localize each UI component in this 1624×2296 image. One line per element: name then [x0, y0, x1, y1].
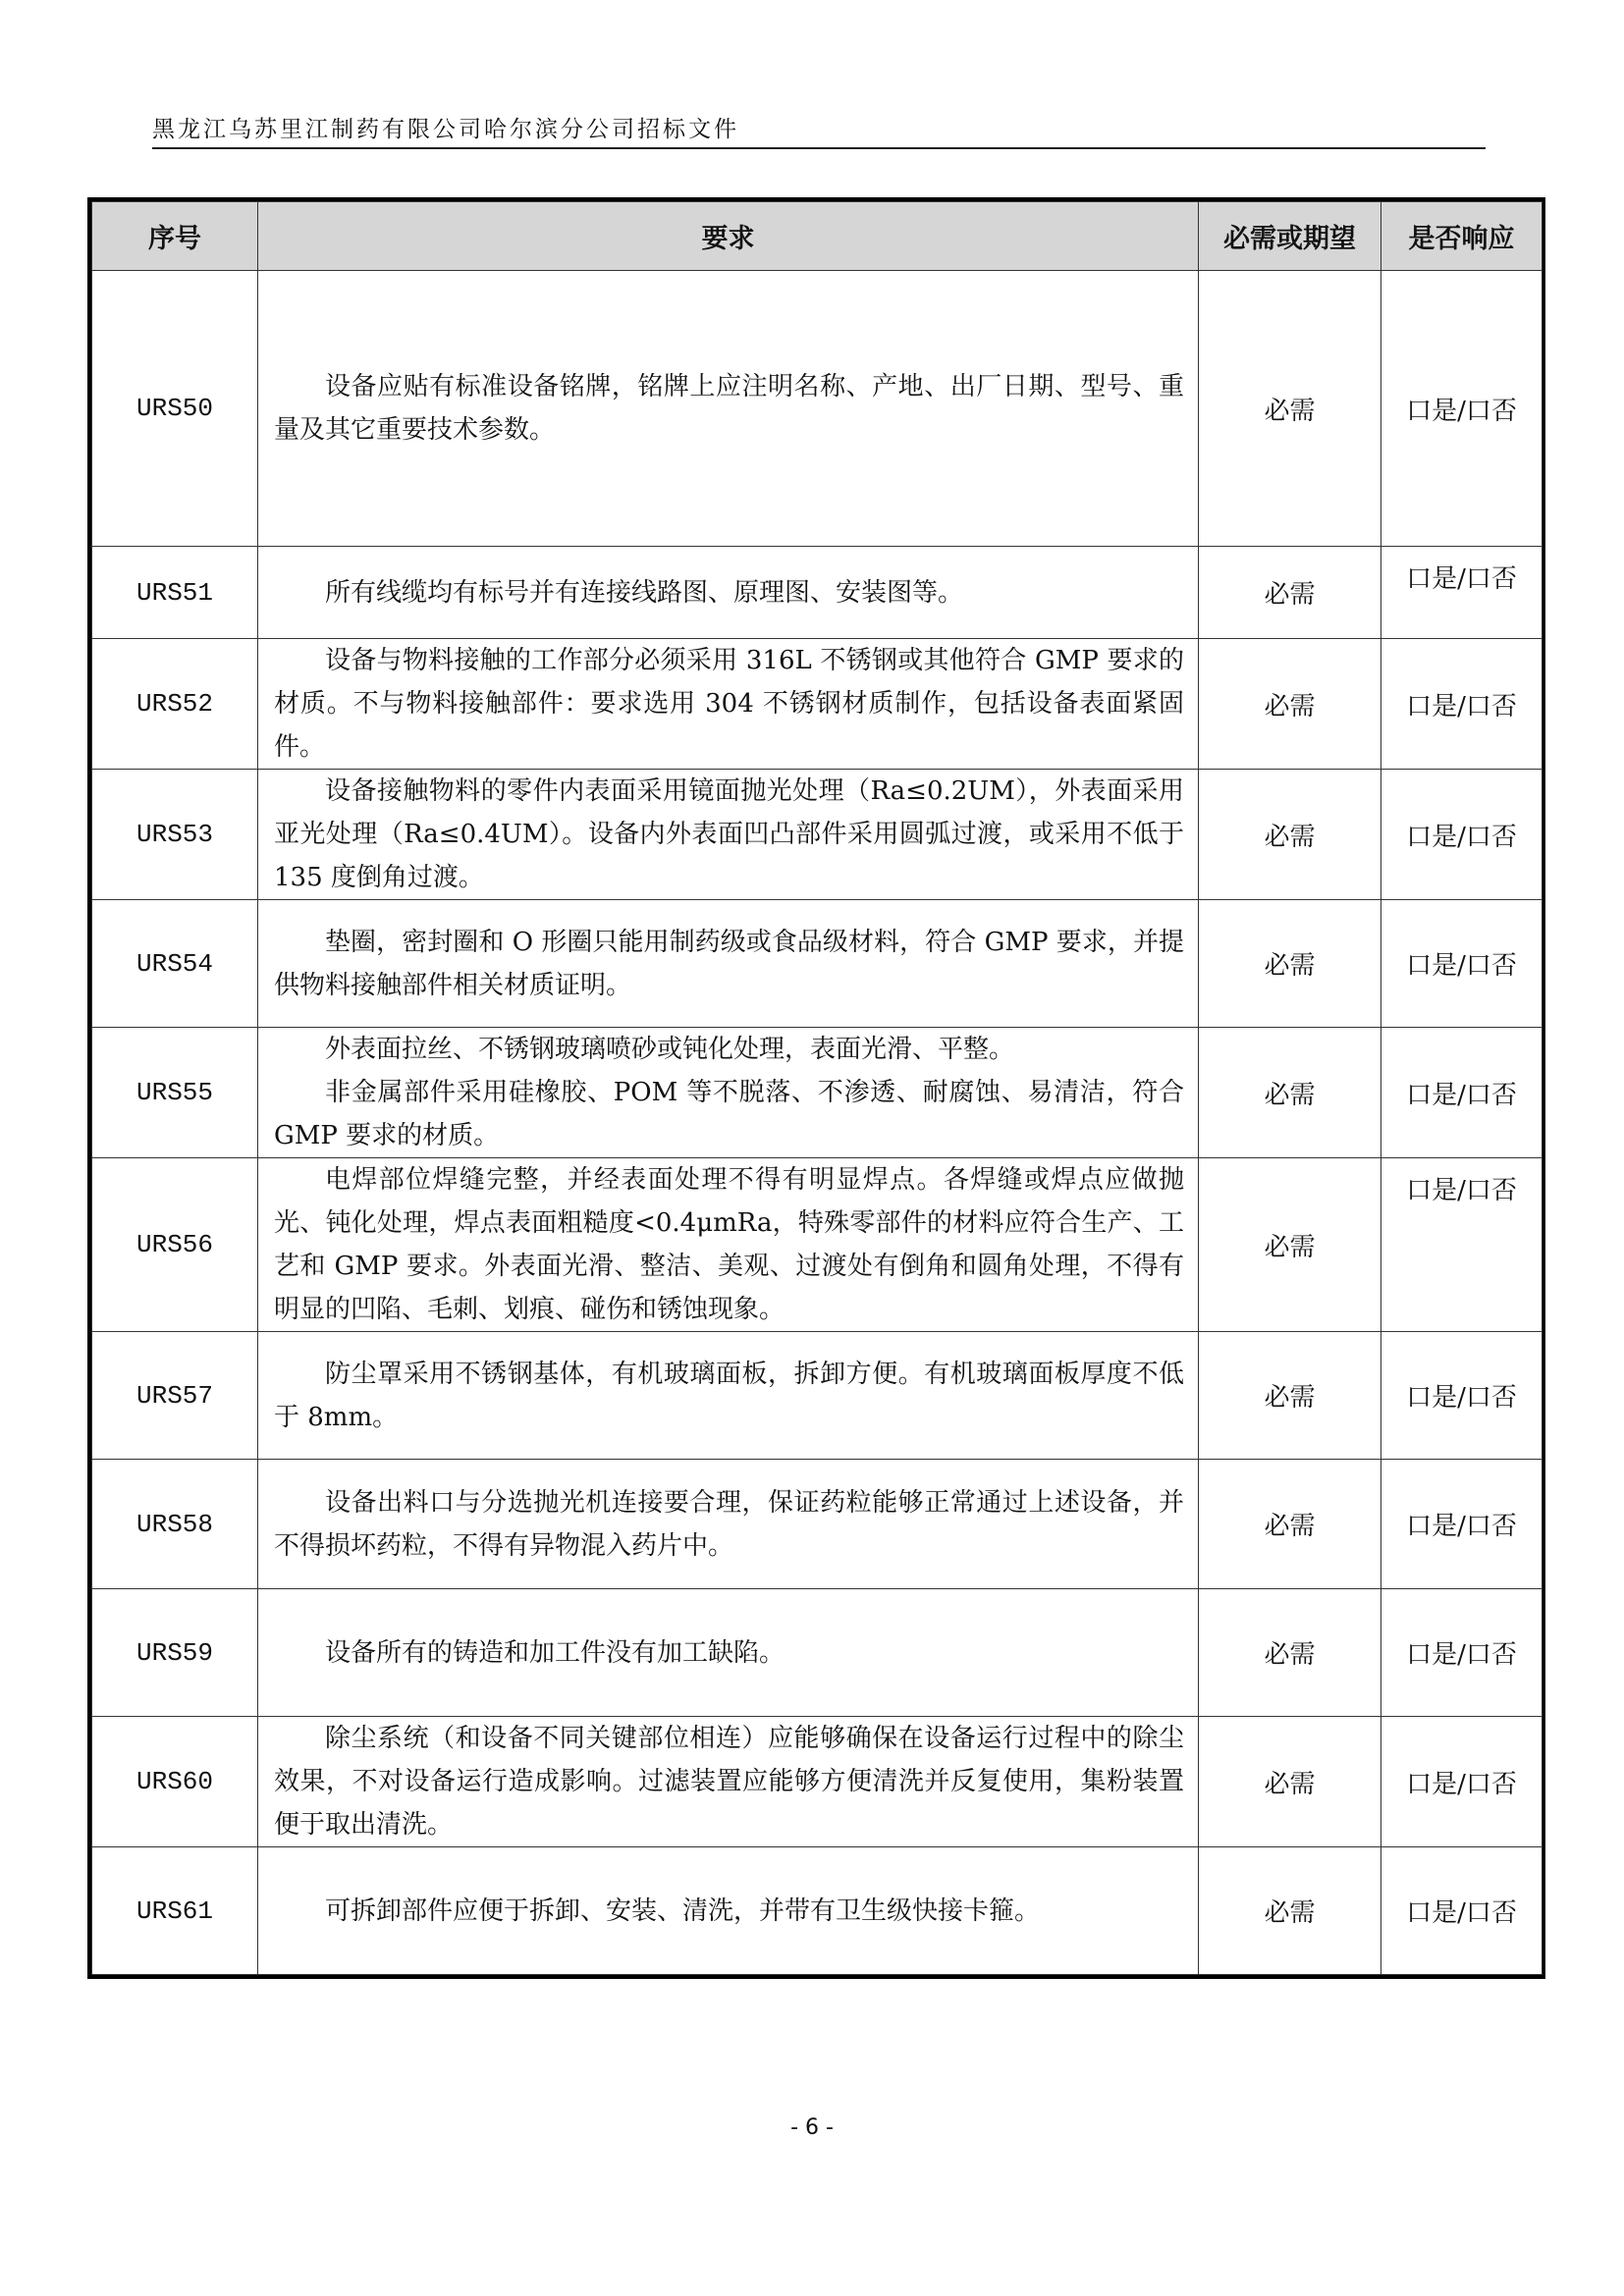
necessity-value: 必需	[1199, 271, 1381, 547]
response-checkbox-field[interactable]: 口是/口否	[1381, 1589, 1543, 1717]
response-checkbox-field[interactable]: 口是/口否	[1381, 1332, 1543, 1460]
requirement-text	[258, 1847, 1199, 1975]
table-row	[92, 1717, 1543, 1847]
requirement-id: URS50	[92, 271, 258, 547]
table-row	[92, 1158, 1543, 1332]
response-checkbox-field[interactable]: 口是/口否	[1381, 1847, 1543, 1975]
table-row	[92, 1847, 1543, 1975]
necessity-value: 必需	[1199, 900, 1381, 1028]
page-number: - 6 -	[790, 2115, 834, 2140]
requirement-paragraph: 电焊部位焊缝完整，并经表面处理不得有明显焊点。各焊缝或焊点应做抛光、钝化处理，焊点表面粗糙度<0.4μmRa，特殊零部件的材料应符合生产、工艺和 GMP 要求。外表面光滑、整洁、美观、过渡处有倒角和圆角处理，不得有明显的凹陷、毛刺、划痕、碰伤和锈蚀现象。	[274, 1165, 1184, 1324]
requirement-paragraph: 可拆卸部件应便于拆卸、安装、清洗，并带有卫生级快接卡箍。	[325, 1896, 1041, 1926]
requirement-text	[258, 1158, 1199, 1332]
table-row	[92, 1028, 1543, 1158]
table-row	[92, 770, 1543, 900]
requirement-id: URS58	[92, 1460, 258, 1589]
response-checkbox-field[interactable]: 口是/口否	[1381, 770, 1543, 900]
requirement-id: URS60	[92, 1717, 258, 1847]
requirement-text	[258, 770, 1199, 900]
response-checkbox-field[interactable]: 口是/口否	[1381, 900, 1543, 1028]
table-row	[92, 1589, 1543, 1717]
requirement-id: URS52	[92, 639, 258, 770]
requirement-text	[258, 1460, 1199, 1589]
necessity-value: 必需	[1199, 1332, 1381, 1460]
requirement-paragraph: 设备出料口与分选抛光机连接要合理，保证药粒能够正常通过上述设备，并不得损坏药粒，不得有异物混入药片中。	[274, 1487, 1184, 1561]
necessity-value: 必需	[1199, 639, 1381, 770]
table-body	[92, 271, 1543, 1975]
response-checkbox-field[interactable]: 口是/口否	[1381, 1717, 1543, 1847]
requirement-paragraph: 垫圈，密封圈和 O 形圈只能用制药级或食品级材料，符合 GMP 要求，并提供物料接触部件相关材质证明。	[274, 927, 1184, 1000]
requirement-id: URS54	[92, 900, 258, 1028]
response-checkbox-field[interactable]: 口是/口否	[1381, 1158, 1543, 1332]
requirement-text	[258, 639, 1199, 770]
necessity-value: 必需	[1199, 1589, 1381, 1717]
necessity-value: 必需	[1199, 1460, 1381, 1589]
requirement-text	[258, 900, 1199, 1028]
response-checkbox-field[interactable]: 口是/口否	[1381, 1460, 1543, 1589]
column-header-response: 是否响应	[1381, 202, 1543, 271]
column-header-id: 序号	[92, 202, 258, 271]
necessity-value: 必需	[1199, 547, 1381, 639]
requirement-paragraph: 除尘系统（和设备不同关键部位相连）应能够确保在设备运行过程中的除尘效果，不对设备运行造成影响。过滤装置应能够方便清洗并反复使用，集粉装置便于取出清洗。	[274, 1724, 1184, 1840]
requirement-text	[258, 271, 1199, 547]
necessity-value: 必需	[1199, 1158, 1381, 1332]
requirement-id: URS61	[92, 1847, 258, 1975]
requirement-id: URS57	[92, 1332, 258, 1460]
requirement-text	[258, 1332, 1199, 1460]
table-row	[92, 639, 1543, 770]
document-title: 黑龙江乌苏里江制药有限公司哈尔滨分公司招标文件	[152, 117, 739, 142]
requirement-id: URS59	[92, 1589, 258, 1717]
requirement-paragraph: 设备与物料接触的工作部分必须采用 316L 不锈钢或其他符合 GMP 要求的材质。不与物料接触部件：要求选用 304 不锈钢材质制作，包括设备表面紧固件。	[274, 646, 1184, 762]
page-header	[152, 114, 1486, 149]
necessity-value: 必需	[1199, 1847, 1381, 1975]
response-checkbox-field[interactable]: 口是/口否	[1381, 639, 1543, 770]
table-row	[92, 900, 1543, 1028]
requirement-paragraph: 所有线缆均有标号并有连接线路图、原理图、安装图等。	[325, 577, 964, 608]
response-checkbox-field[interactable]: 口是/口否	[1381, 1028, 1543, 1158]
requirement-text	[258, 547, 1199, 639]
requirement-paragraph: 防尘罩采用不锈钢基体，有机玻璃面板，拆卸方便。有机玻璃面板厚度不低于 8mm。	[274, 1359, 1184, 1432]
requirement-id: URS53	[92, 770, 258, 900]
requirement-paragraph: 非金属部件采用硅橡胶、POM 等不脱落、不渗透、耐腐蚀、易清洁，符合 GMP 要求的材质。	[274, 1078, 1184, 1150]
table-row	[92, 547, 1543, 639]
table-header-row	[92, 202, 1543, 271]
response-checkbox-field[interactable]: 口是/口否	[1381, 271, 1543, 547]
requirement-id: URS55	[92, 1028, 258, 1158]
table-row	[92, 271, 1543, 547]
column-header-necessity: 必需或期望	[1199, 202, 1381, 271]
response-checkbox-field[interactable]: 口是/口否	[1381, 547, 1543, 639]
requirement-paragraph: 外表面拉丝、不锈钢玻璃喷砂或钝化处理，表面光滑、平整。	[325, 1035, 1015, 1064]
necessity-value: 必需	[1199, 1717, 1381, 1847]
requirement-paragraph: 设备接触物料的零件内表面采用镜面抛光处理（Ra≤0.2UM），外表面采用亚光处理（Ra≤0.4UM）。设备内外表面凹凸部件采用圆弧过渡，或采用不低于 135 度倒角过渡。	[274, 776, 1184, 892]
necessity-value: 必需	[1199, 770, 1381, 900]
requirement-paragraph: 设备应贴有标准设备铭牌，铭牌上应注明名称、产地、出厂日期、型号、重量及其它重要技术参数。	[274, 372, 1184, 445]
requirements-table	[87, 197, 1545, 1979]
table-row	[92, 1332, 1543, 1460]
necessity-value: 必需	[1199, 1028, 1381, 1158]
requirement-id: URS56	[92, 1158, 258, 1332]
requirement-text	[258, 1589, 1199, 1717]
requirement-text	[258, 1717, 1199, 1847]
requirement-text	[258, 1028, 1199, 1158]
table-row	[92, 1460, 1543, 1589]
requirement-paragraph: 设备所有的铸造和加工件没有加工缺陷。	[325, 1637, 785, 1668]
column-header-requirement: 要求	[258, 202, 1199, 271]
requirement-id: URS51	[92, 547, 258, 639]
